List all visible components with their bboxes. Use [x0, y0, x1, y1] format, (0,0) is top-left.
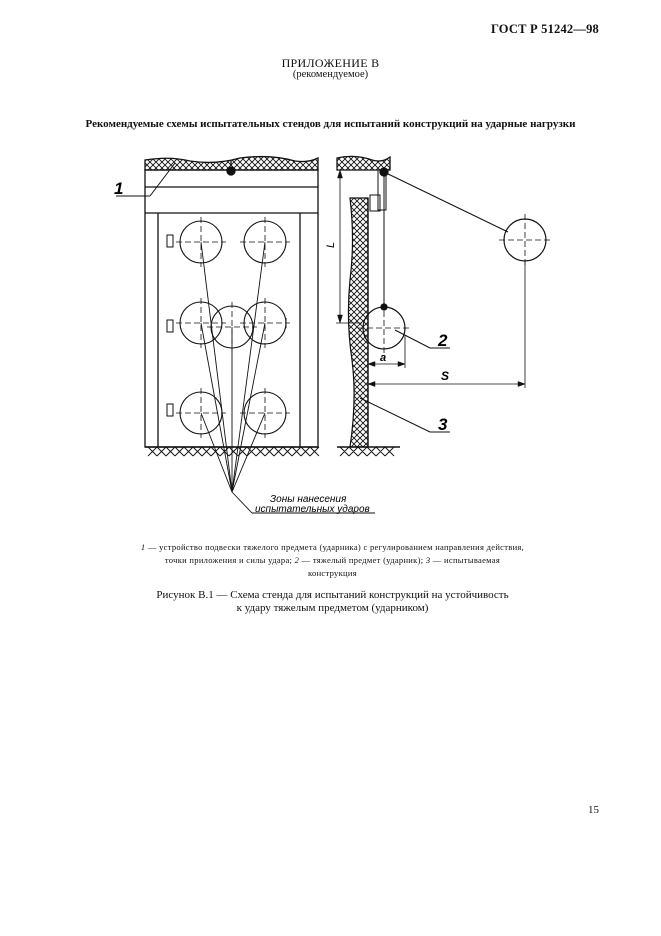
legend-text-1: — устройство подвески тяжелого предмета (ударника) с регулированием направления действия, точки приложения и силы удара; [145, 542, 525, 565]
page-number: 15 [588, 804, 599, 816]
side-view [336, 156, 551, 456]
caption-line-1: Рисунок В.1 — Схема стенда для испытаний конструкций на устойчивость [156, 589, 509, 601]
callout-2: 2 [438, 331, 448, 350]
legend-text-2: — тяжелый предмет (ударник); [299, 555, 426, 565]
appendix-title: ПРИЛОЖЕНИЕ В [281, 56, 380, 70]
dimension-a-label: a [380, 352, 387, 364]
figure-caption [120, 589, 545, 615]
standard-code: ГОСТ Р 51242—98 [490, 22, 599, 36]
legend-text-3: — испытываемая конструкция [308, 555, 501, 578]
impact-zones-label-line1: Зоны нанесения [270, 494, 347, 505]
callout-3: 3 [438, 415, 448, 434]
dimension-L-label: L [325, 241, 337, 248]
appendix-subtitle: (рекомендуемое) [292, 69, 369, 80]
dimension-S-label: S [441, 369, 450, 383]
impact-zones-label-line2: испытательных ударов [255, 504, 370, 515]
caption-line-2: к удару тяжелым предметом (ударником) [236, 602, 429, 614]
callout-1: 1 [114, 179, 124, 198]
section-title: Рекомендуемые схемы испытательных стендов для испытаний конструкций на ударные нагрузки [85, 118, 576, 130]
figure-legend [140, 541, 525, 580]
legend-number-3: 3 [425, 555, 431, 565]
legend-number-2: 2 [294, 555, 300, 565]
front-view [116, 157, 375, 513]
legend-number-1: 1 [140, 542, 146, 552]
